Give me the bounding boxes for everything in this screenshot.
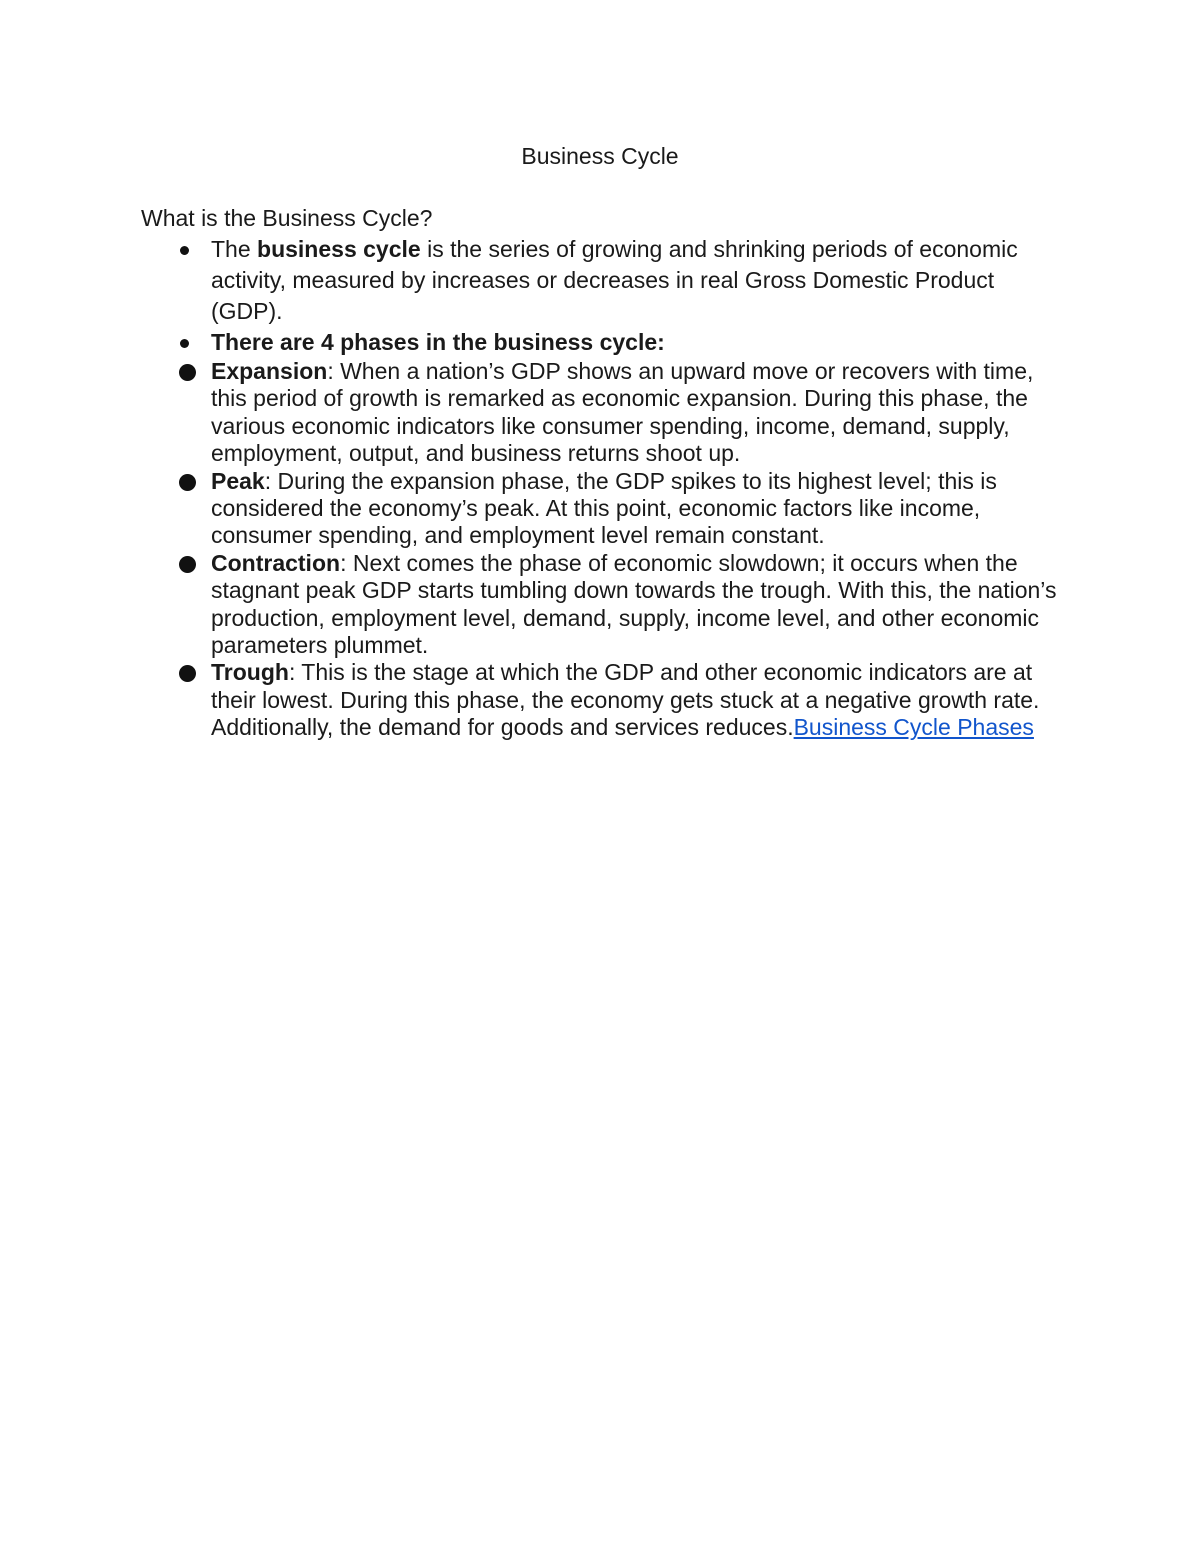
list-item-peak — [0, 468, 1200, 550]
list-item-trough — [0, 659, 1200, 741]
phase-text-peak: : During the expansion phase, the GDP spikes to its highest level; this is considered the economy’s peak. At this point, economic factors like income, consumer spending, and employment level remain constant. — [211, 467, 997, 549]
bullet-icon — [180, 246, 189, 255]
phase-text-contraction: : Next comes the phase of economic slowdown; it occurs when the stagnant peak GDP starts tumbling down towards the trough. With this, the nation’s production, employment level, demand, supply, income level, and other economic parameters plummet. — [211, 549, 1057, 659]
list-item-definition — [0, 234, 1200, 327]
phase-text-expansion: : When a nation’s GDP shows an upward move or recovers with time, this period of growth is remarked as economic expansion. During this phase, the various economic indicators like consumer spending, income, demand, supply, employment, output, and business returns shoot up. — [211, 358, 1034, 467]
phase-text-trough: : This is the stage at which the GDP and other economic indicators are at their lowest. During this phase, the economy gets stuck at a negative growth rate. Additionally, the demand for goods and services reduces. — [211, 659, 1040, 741]
list-item-expansion — [0, 358, 1200, 468]
phase-name-peak: Peak — [211, 467, 265, 494]
phase-name-expansion: Expansion — [211, 358, 328, 384]
phases-heading: There are 4 phases in the business cycle: — [211, 329, 665, 355]
business-cycle-phases-link[interactable]: Business Cycle Phases — [793, 714, 1034, 741]
phase-name-trough: Trough — [211, 659, 289, 686]
definition-term: business cycle — [257, 236, 421, 262]
list-item-phases-heading — [0, 327, 1200, 358]
definition-prefix: The — [211, 236, 258, 262]
bullet-icon — [179, 364, 196, 381]
list-item-contraction — [0, 550, 1200, 660]
bullet-icon — [179, 474, 196, 491]
section-question: What is the Business Cycle? — [141, 205, 433, 231]
definition-text: is the series of growing and shrinking periods of economic activity, measured by increases or decreases in real Gross Domestic Product (GDP). — [211, 236, 1018, 324]
phase-name-contraction: Contraction — [211, 549, 341, 576]
bullet-icon — [179, 665, 196, 682]
bullet-list — [0, 234, 1200, 742]
bullet-icon — [179, 556, 196, 573]
bullet-icon — [180, 339, 189, 348]
document-title: Business Cycle — [521, 143, 679, 169]
